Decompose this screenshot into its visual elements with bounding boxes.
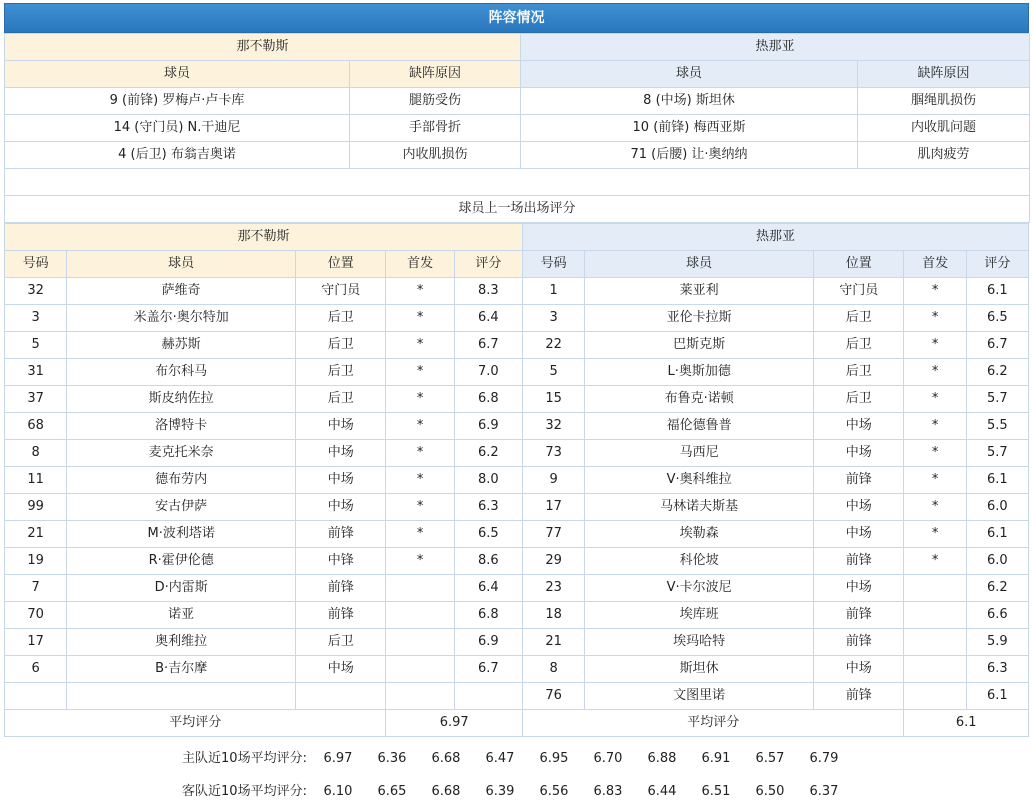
injury-home-player-header: 球员 [5, 61, 350, 88]
table-row [5, 332, 1029, 359]
injury-away-player: 10 (前锋) 梅西亚斯 [521, 115, 858, 142]
table-row [5, 115, 1030, 142]
injury-away-reason: 腘绳肌损伤 [858, 88, 1030, 115]
away-player: 巴斯克斯 [585, 332, 814, 359]
away-last10-label: 客队近10场平均评分: [182, 784, 307, 799]
lastmatch-section-label: 球员上一场出场评分 [5, 196, 1030, 223]
away-last10-value: 6.83 [593, 784, 623, 799]
table-row [5, 629, 1029, 656]
away-position: 中场 [814, 440, 904, 467]
away-player: V·卡尔波尼 [585, 575, 814, 602]
away-number: 29 [523, 548, 585, 575]
home-position: 前锋 [296, 602, 386, 629]
home-position: 后卫 [296, 386, 386, 413]
home-starter [386, 629, 454, 656]
away-rating: 5.9 [966, 629, 1028, 656]
away-rating: 5.7 [966, 386, 1028, 413]
home-player: R·霍伊伦德 [67, 548, 296, 575]
home-player: 洛博特卡 [67, 413, 296, 440]
away-player: 亚伦卡拉斯 [585, 305, 814, 332]
home-position: 后卫 [296, 629, 386, 656]
injury-home-player: 9 (前锋) 罗梅卢·卢卡库 [5, 88, 350, 115]
injury-away-player: 8 (中场) 斯坦休 [521, 88, 858, 115]
home-rating: 6.7 [454, 332, 522, 359]
away-last10-value: 6.50 [755, 784, 785, 799]
home-number [5, 683, 67, 710]
home-rating: 6.5 [454, 521, 522, 548]
away-starter: * [904, 359, 966, 386]
away-position: 中场 [814, 575, 904, 602]
home-number: 8 [5, 440, 67, 467]
table-row [5, 359, 1029, 386]
home-rating: 6.7 [454, 656, 522, 683]
home-last10-value: 6.95 [539, 751, 569, 766]
injury-column-header-row [5, 61, 1030, 88]
away-position: 前锋 [814, 629, 904, 656]
home-last10-value: 6.79 [809, 751, 839, 766]
away-number: 23 [523, 575, 585, 602]
away-player: 埃勒森 [585, 521, 814, 548]
home-number: 17 [5, 629, 67, 656]
home-position: 后卫 [296, 332, 386, 359]
away-rating: 6.0 [966, 494, 1028, 521]
home-last10-value: 6.36 [377, 751, 407, 766]
home-number: 32 [5, 278, 67, 305]
away-rating: 5.7 [966, 440, 1028, 467]
lastmatch-home-team: 那不勒斯 [5, 224, 523, 251]
home-number: 68 [5, 413, 67, 440]
home-last10-value: 6.91 [701, 751, 731, 766]
home-col-player: 球员 [67, 251, 296, 278]
injury-home-player: 4 (后卫) 布翁吉奥诺 [5, 142, 350, 169]
away-last10-value: 6.51 [701, 784, 731, 799]
section-label-row [5, 196, 1030, 223]
away-position: 前锋 [814, 683, 904, 710]
home-player: 麦克托米奈 [67, 440, 296, 467]
away-last10-value: 6.44 [647, 784, 677, 799]
home-player: 安古伊萨 [67, 494, 296, 521]
lastmatch-team-header-row [5, 224, 1029, 251]
injury-home-reason: 手部骨折 [350, 115, 521, 142]
home-col-starter: 首发 [386, 251, 454, 278]
home-col-rating: 评分 [454, 251, 522, 278]
away-player: L·奥斯加德 [585, 359, 814, 386]
home-number: 99 [5, 494, 67, 521]
home-col-position: 位置 [296, 251, 386, 278]
away-player: 科伦坡 [585, 548, 814, 575]
away-starter: * [904, 494, 966, 521]
away-starter: * [904, 548, 966, 575]
lastmatch-away-team: 热那亚 [523, 224, 1029, 251]
home-player: 斯皮纳佐拉 [67, 386, 296, 413]
home-rating: 8.6 [454, 548, 522, 575]
injury-home-player: 14 (守门员) N.干迪尼 [5, 115, 350, 142]
away-col-position: 位置 [814, 251, 904, 278]
away-average-value: 6.1 [904, 710, 1029, 737]
away-position: 守门员 [814, 278, 904, 305]
away-last10-row [4, 770, 1029, 803]
away-rating: 6.1 [966, 278, 1028, 305]
home-starter: * [386, 467, 454, 494]
home-starter: * [386, 494, 454, 521]
away-starter: * [904, 278, 966, 305]
home-player: 奥利维拉 [67, 629, 296, 656]
home-number: 37 [5, 386, 67, 413]
away-rating: 6.3 [966, 656, 1028, 683]
home-number: 6 [5, 656, 67, 683]
home-rating: 6.9 [454, 413, 522, 440]
injury-table [4, 33, 1030, 223]
away-col-player: 球员 [585, 251, 814, 278]
home-starter: * [386, 305, 454, 332]
table-row [5, 683, 1029, 710]
home-position: 中场 [296, 656, 386, 683]
home-average-value: 6.97 [386, 710, 523, 737]
away-player: 埃玛哈特 [585, 629, 814, 656]
home-position: 后卫 [296, 305, 386, 332]
away-number: 22 [523, 332, 585, 359]
away-rating: 6.0 [966, 548, 1028, 575]
away-number: 18 [523, 602, 585, 629]
table-row [5, 440, 1029, 467]
away-position: 后卫 [814, 386, 904, 413]
away-average-label: 平均评分 [523, 710, 904, 737]
home-position: 中锋 [296, 548, 386, 575]
away-rating: 6.5 [966, 305, 1028, 332]
away-starter: * [904, 332, 966, 359]
away-position: 后卫 [814, 359, 904, 386]
away-position: 中场 [814, 494, 904, 521]
table-row [5, 548, 1029, 575]
injury-away-reason: 肌肉疲劳 [858, 142, 1030, 169]
away-rating: 6.1 [966, 467, 1028, 494]
home-rating: 6.9 [454, 629, 522, 656]
home-player: M·波利塔诺 [67, 521, 296, 548]
home-number: 5 [5, 332, 67, 359]
table-row [5, 521, 1029, 548]
away-starter: * [904, 413, 966, 440]
home-starter [386, 575, 454, 602]
injury-home-reason: 腿筋受伤 [350, 88, 521, 115]
away-number: 1 [523, 278, 585, 305]
away-player: 斯坦休 [585, 656, 814, 683]
home-last10-value: 6.97 [323, 751, 353, 766]
away-starter [904, 602, 966, 629]
home-starter: * [386, 278, 454, 305]
away-number: 77 [523, 521, 585, 548]
away-last10-value: 6.39 [485, 784, 515, 799]
home-rating: 6.8 [454, 386, 522, 413]
home-last10-value: 6.57 [755, 751, 785, 766]
away-number: 21 [523, 629, 585, 656]
away-player: 福伦德鲁普 [585, 413, 814, 440]
home-player: 诺亚 [67, 602, 296, 629]
home-number: 11 [5, 467, 67, 494]
away-rating: 6.2 [966, 575, 1028, 602]
injury-home-reason: 内收肌损伤 [350, 142, 521, 169]
away-position: 后卫 [814, 332, 904, 359]
injury-home-reason-header: 缺阵原因 [350, 61, 521, 88]
injury-away-reason: 内收肌问题 [858, 115, 1030, 142]
away-rating: 6.7 [966, 332, 1028, 359]
home-number: 7 [5, 575, 67, 602]
lastmatch-column-header-row [5, 251, 1029, 278]
away-rating: 5.5 [966, 413, 1028, 440]
away-number: 8 [523, 656, 585, 683]
home-number: 21 [5, 521, 67, 548]
table-row [5, 575, 1029, 602]
home-player: 米盖尔·奥尔特加 [67, 305, 296, 332]
home-position: 前锋 [296, 575, 386, 602]
home-position [296, 683, 386, 710]
home-position: 中场 [296, 467, 386, 494]
away-number: 17 [523, 494, 585, 521]
home-rating: 6.2 [454, 440, 522, 467]
home-number: 19 [5, 548, 67, 575]
injury-home-team: 那不勒斯 [5, 34, 521, 61]
home-rating: 8.3 [454, 278, 522, 305]
home-position: 中场 [296, 413, 386, 440]
away-starter [904, 629, 966, 656]
table-row [5, 656, 1029, 683]
away-number: 9 [523, 467, 585, 494]
away-starter [904, 683, 966, 710]
injury-away-reason-header: 缺阵原因 [858, 61, 1030, 88]
home-last10-value: 6.47 [485, 751, 515, 766]
home-rating: 6.3 [454, 494, 522, 521]
away-number: 73 [523, 440, 585, 467]
away-rating: 6.1 [966, 521, 1028, 548]
home-number: 70 [5, 602, 67, 629]
away-number: 5 [523, 359, 585, 386]
home-rating: 6.4 [454, 305, 522, 332]
home-number: 3 [5, 305, 67, 332]
home-starter [386, 656, 454, 683]
away-col-starter: 首发 [904, 251, 966, 278]
away-player: 布鲁克·诺顿 [585, 386, 814, 413]
away-position: 后卫 [814, 305, 904, 332]
away-player: 马西尼 [585, 440, 814, 467]
away-last10-value: 6.56 [539, 784, 569, 799]
home-rating [454, 683, 522, 710]
away-starter: * [904, 440, 966, 467]
away-number: 76 [523, 683, 585, 710]
home-player: D·内雷斯 [67, 575, 296, 602]
away-rating: 6.2 [966, 359, 1028, 386]
home-last10-row [4, 737, 1029, 770]
away-position: 中场 [814, 656, 904, 683]
home-position: 后卫 [296, 359, 386, 386]
table-row [5, 142, 1030, 169]
away-number: 15 [523, 386, 585, 413]
away-number: 3 [523, 305, 585, 332]
away-player: 马林诺夫斯基 [585, 494, 814, 521]
table-row [5, 305, 1029, 332]
home-rating: 6.8 [454, 602, 522, 629]
away-last10-value: 6.10 [323, 784, 353, 799]
home-player: 布尔科马 [67, 359, 296, 386]
home-last10-label: 主队近10场平均评分: [182, 751, 307, 766]
away-last10-value: 6.68 [431, 784, 461, 799]
home-rating: 8.0 [454, 467, 522, 494]
away-starter: * [904, 305, 966, 332]
home-position: 中场 [296, 440, 386, 467]
home-starter [386, 683, 454, 710]
injury-team-header-row [5, 34, 1030, 61]
home-starter: * [386, 440, 454, 467]
home-rating: 6.4 [454, 575, 522, 602]
home-col-number: 号码 [5, 251, 67, 278]
away-player: 莱亚利 [585, 278, 814, 305]
away-position: 中场 [814, 413, 904, 440]
home-player [67, 683, 296, 710]
lastmatch-table [4, 223, 1029, 737]
away-player: 文图里诺 [585, 683, 814, 710]
home-player: B·吉尔摩 [67, 656, 296, 683]
home-player: 赫苏斯 [67, 332, 296, 359]
away-last10-value: 6.37 [809, 784, 839, 799]
table-row [5, 494, 1029, 521]
injury-away-player-header: 球员 [521, 61, 858, 88]
away-position: 前锋 [814, 548, 904, 575]
away-col-rating: 评分 [966, 251, 1028, 278]
table-row [5, 602, 1029, 629]
home-average-label: 平均评分 [5, 710, 386, 737]
table-row [5, 467, 1029, 494]
home-last10-value: 6.70 [593, 751, 623, 766]
home-player: 德布劳内 [67, 467, 296, 494]
away-player: V·奥科维拉 [585, 467, 814, 494]
home-starter: * [386, 548, 454, 575]
injury-away-team: 热那亚 [521, 34, 1030, 61]
home-position: 守门员 [296, 278, 386, 305]
away-rating: 6.6 [966, 602, 1028, 629]
home-position: 中场 [296, 494, 386, 521]
away-starter [904, 656, 966, 683]
home-number: 31 [5, 359, 67, 386]
away-starter: * [904, 467, 966, 494]
away-player: 埃库班 [585, 602, 814, 629]
away-starter: * [904, 521, 966, 548]
injury-away-player: 71 (后腰) 让·奥纳纳 [521, 142, 858, 169]
home-last10-value: 6.68 [431, 751, 461, 766]
home-starter: * [386, 332, 454, 359]
away-rating: 6.1 [966, 683, 1028, 710]
away-position: 前锋 [814, 602, 904, 629]
away-number: 32 [523, 413, 585, 440]
table-row [5, 278, 1029, 305]
away-position: 中场 [814, 521, 904, 548]
home-starter: * [386, 521, 454, 548]
table-row [5, 88, 1030, 115]
away-position: 前锋 [814, 467, 904, 494]
table-row [5, 386, 1029, 413]
home-starter [386, 602, 454, 629]
away-col-number: 号码 [523, 251, 585, 278]
home-starter: * [386, 386, 454, 413]
away-starter: * [904, 386, 966, 413]
average-row [5, 710, 1029, 737]
away-starter [904, 575, 966, 602]
table-row [5, 413, 1029, 440]
home-starter: * [386, 413, 454, 440]
page-title: 阵容情况 [4, 3, 1029, 33]
home-last10-value: 6.88 [647, 751, 677, 766]
away-last10-value: 6.65 [377, 784, 407, 799]
home-starter: * [386, 359, 454, 386]
home-position: 前锋 [296, 521, 386, 548]
home-player: 萨维奇 [67, 278, 296, 305]
home-rating: 7.0 [454, 359, 522, 386]
